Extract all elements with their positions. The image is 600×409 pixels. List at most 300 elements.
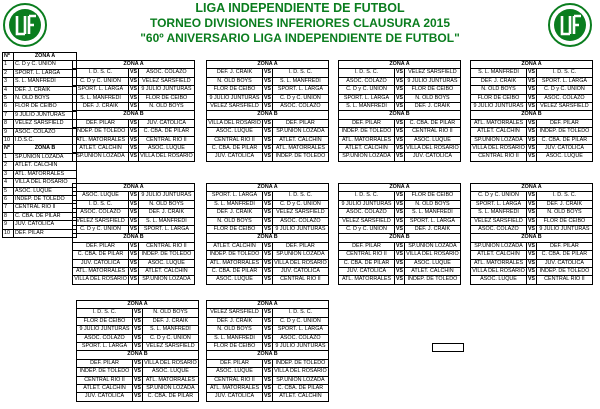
zone-header-row <box>73 61 195 69</box>
match-row <box>339 259 461 267</box>
home-team[interactable]: ATL. MATORRALES <box>471 119 527 127</box>
home-team[interactable]: ATL. MATORRALES <box>339 136 395 144</box>
zone-header: ZONA B <box>471 234 593 242</box>
away-team[interactable]: VELEZ SARSFIELD <box>142 343 198 351</box>
team-row <box>3 78 77 86</box>
home-team[interactable]: ATLET. CALCHIN <box>471 128 527 136</box>
home-team[interactable]: C. D y C. UNION <box>339 86 395 94</box>
away-team[interactable]: FLOR DE CEIBO <box>138 94 194 102</box>
team-number[interactable]: 1 <box>3 153 14 161</box>
team-name[interactable]: VELEZ SARSFIELD <box>14 120 77 128</box>
team-row <box>3 95 77 103</box>
home-team[interactable]: ATL. MATORRALES <box>471 259 527 267</box>
home-team[interactable]: CENTRAL RIO II <box>77 376 133 384</box>
away-team[interactable]: ATLET. CALCHIN <box>272 393 328 401</box>
away-team[interactable]: JUV. CATOLICA <box>404 153 460 161</box>
away-team[interactable]: 9 JULIO JUNTURAS <box>272 226 328 234</box>
home-team[interactable]: C. D y C. UNION <box>339 226 395 234</box>
away-team[interactable]: SPORT. L. LARGA <box>272 86 328 94</box>
away-team[interactable]: JUV. CATOLICA <box>536 145 592 153</box>
home-team[interactable]: VELEZ SARSFIELD <box>207 103 263 111</box>
match-row <box>207 77 329 85</box>
away-team[interactable]: SPORT. L. LARGA <box>138 226 194 234</box>
away-team[interactable]: S. L. MANFREDI <box>404 209 460 217</box>
away-team[interactable]: I. D. S. C. <box>272 192 328 200</box>
away-team[interactable]: VILLA DEL ROSARIO <box>274 368 327 375</box>
away-team[interactable]: VELEZ SARSFIELD <box>138 77 194 85</box>
home-team[interactable]: C. CBA. DE PILAR <box>207 145 263 153</box>
team-name[interactable]: N. OLD BOYS <box>14 95 77 103</box>
home-team[interactable]: VELEZ SARSFIELD <box>471 217 527 225</box>
home-team[interactable]: ASOC. LUQUE <box>471 276 527 284</box>
away-team[interactable]: VILLA DEL ROSARIO <box>406 251 459 258</box>
home-team[interactable]: CENTRAL RIO II <box>339 251 395 259</box>
team-number[interactable]: 4 <box>3 86 14 94</box>
away-team[interactable]: SP.UNION LOZADA <box>272 251 328 259</box>
zone-header: ZONA B <box>471 111 593 119</box>
team-name[interactable]: SPORT. L. LARGA <box>14 69 77 77</box>
home-team[interactable]: DEF. J. CRAIK <box>207 69 263 77</box>
home-team[interactable]: ASOC. COLAZO <box>73 209 129 217</box>
team-row <box>3 120 77 128</box>
vs-label: VS <box>528 94 535 101</box>
away-team[interactable]: ASOC. LUQUE <box>404 136 460 144</box>
team-name[interactable]: S. L. MANFREDI <box>14 78 77 86</box>
zone-header: ZONA B <box>77 351 199 359</box>
away-team[interactable]: C. CBA. DE PILAR <box>536 136 592 144</box>
home-team[interactable]: C. D y C. UNION <box>73 226 129 234</box>
away-team[interactable]: N. OLD BOYS <box>404 94 460 102</box>
vs-label: VS <box>528 276 535 283</box>
vs-label: VS <box>528 217 535 224</box>
team-name[interactable]: I.D.S.C. <box>14 137 77 145</box>
home-team[interactable]: ASOC. COLAZO <box>471 226 527 234</box>
home-team[interactable]: C. CBA. DE PILAR <box>339 259 395 267</box>
away-team[interactable]: ATL. MATORRALES <box>142 376 198 384</box>
away-team[interactable]: C. CBA. DE PILAR <box>138 128 194 136</box>
home-team[interactable]: I. D. S. C. <box>73 69 129 77</box>
match-row <box>73 119 195 127</box>
team-name[interactable]: INDEP. DE TOLEDO <box>14 195 77 203</box>
home-team[interactable]: 9 JULIO JUNTURAS <box>471 103 527 111</box>
home-team[interactable]: SP.UNION LOZADA <box>73 153 129 161</box>
away-team[interactable]: VILLA DEL ROSARIO <box>140 153 193 160</box>
team-number[interactable]: 2 <box>3 162 14 170</box>
away-team[interactable]: I. D. S. C. <box>536 69 592 77</box>
team-name[interactable]: SP.UNION LOZADA <box>14 153 77 161</box>
home-team[interactable]: N. OLD BOYS <box>207 326 263 334</box>
away-team[interactable]: ASOC. COLAZO <box>272 103 328 111</box>
match-row <box>339 153 461 161</box>
away-team[interactable]: DEF. J. CRAIK <box>138 209 194 217</box>
team-number[interactable]: 10 <box>3 137 14 145</box>
home-team[interactable]: DEF. PILAR <box>73 242 129 250</box>
team-number[interactable]: 8 <box>3 120 14 128</box>
away-team[interactable]: 9 JULIO JUNTURAS <box>272 343 328 351</box>
away-team[interactable]: JUV. CATOLICA <box>138 119 194 127</box>
vs-label: VS <box>528 145 535 152</box>
team-name[interactable]: CENTRAL RIO II <box>14 204 77 212</box>
away-team[interactable]: INDEP. DE TOLEDO <box>272 153 328 161</box>
match-row <box>471 136 593 144</box>
team-name[interactable]: C. D y C. UNION <box>14 61 77 69</box>
away-team[interactable]: ASOC. LUQUE <box>138 145 194 153</box>
team-name[interactable]: DEF. PILAR <box>14 229 77 237</box>
away-team[interactable]: VILLA DEL ROSARIO <box>144 359 197 366</box>
away-team[interactable]: ASOC. LUQUE <box>536 153 592 161</box>
home-team[interactable]: ATL. MATORRALES <box>73 268 129 276</box>
home-team[interactable]: ASOC. LUQUE <box>207 128 263 136</box>
away-team[interactable]: N. OLD BOYS <box>138 200 194 208</box>
away-team[interactable]: ASOC. COLAZO <box>138 69 194 77</box>
team-row <box>3 221 77 229</box>
home-team[interactable]: C. CBA. DE PILAR <box>73 251 129 259</box>
fixture-table <box>338 183 461 285</box>
home-team[interactable]: FLOR DE CEIBO <box>77 317 133 325</box>
away-team[interactable]: VILLA DEL ROSARIO <box>274 259 327 266</box>
home-team[interactable]: JUV. CATOLICA <box>207 393 263 401</box>
home-team[interactable]: ATL. MATORRALES <box>73 136 129 144</box>
away-team[interactable]: CENTRAL RIO II <box>536 276 592 284</box>
away-team[interactable]: DEF. PILAR <box>536 119 592 127</box>
home-team[interactable]: DEF. PILAR <box>339 119 395 127</box>
away-team[interactable]: CENTRAL RIO II <box>138 136 194 144</box>
away-team[interactable]: I. D. S. C. <box>272 69 328 77</box>
zone-header: ZONA A <box>73 184 195 192</box>
away-team[interactable]: S. L. MANFREDI <box>138 217 194 225</box>
match-row <box>207 200 329 208</box>
home-team[interactable]: DEF. J. CRAIK <box>207 317 263 325</box>
home-team[interactable]: ATLET. CALCHIN <box>339 145 395 153</box>
away-team[interactable]: INDEP. DE TOLEDO <box>272 359 328 367</box>
home-team[interactable]: SPORT. L. LARGA <box>471 200 527 208</box>
home-team[interactable]: S. L. MANFREDI <box>207 334 263 342</box>
vs-label: VS <box>134 376 141 383</box>
team-row <box>3 128 77 136</box>
match-row <box>471 77 593 85</box>
team-number[interactable]: 9 <box>3 221 14 229</box>
home-team[interactable]: DEF. PILAR <box>339 242 395 250</box>
home-team[interactable]: JUV. CATOLICA <box>73 259 129 267</box>
match-row <box>471 153 593 161</box>
home-team[interactable]: S. L. MANFREDI <box>339 103 395 111</box>
away-team[interactable]: S. L. MANFREDI <box>272 77 328 85</box>
home-team[interactable]: CENTRAL RIO II <box>207 136 263 144</box>
home-team[interactable]: CENTRAL RIO II <box>471 153 527 161</box>
vs-label: VS <box>130 259 137 266</box>
team-number[interactable]: 3 <box>3 170 14 178</box>
away-team[interactable]: C. D y C. UNION <box>536 86 592 94</box>
home-team[interactable]: JUV. CATOLICA <box>207 153 263 161</box>
match-row <box>207 376 329 384</box>
away-team[interactable]: INDEP. DE TOLEDO <box>138 251 194 259</box>
team-number[interactable]: 7 <box>3 111 14 119</box>
team-number[interactable]: 8 <box>3 212 14 220</box>
away-team[interactable]: C. CBA. DE PILAR <box>536 251 592 259</box>
home-team[interactable]: I. D. S. C. <box>339 192 395 200</box>
zone-header-row <box>471 111 593 119</box>
home-team[interactable]: SP.UNION LOZADA <box>471 242 527 250</box>
home-team[interactable]: INDEP. DE TOLEDO <box>73 128 129 136</box>
home-team[interactable]: 9 JULIO JUNTURAS <box>339 200 395 208</box>
match-row <box>73 268 195 276</box>
num-header[interactable]: Nº <box>3 53 14 61</box>
home-team[interactable]: SP.UNION LOZADA <box>471 136 527 144</box>
home-team[interactable]: ATL. MATORRALES <box>207 385 263 393</box>
away-team[interactable]: C. D y C. UNION <box>272 200 328 208</box>
away-team[interactable]: JUV. CATOLICA <box>272 268 328 276</box>
match-row <box>339 119 461 127</box>
away-team[interactable]: ASOC. LUQUE <box>138 259 194 267</box>
home-team[interactable]: ASOC. COLAZO <box>77 334 133 342</box>
away-team[interactable]: C. D y C. UNION <box>142 334 198 342</box>
home-team[interactable]: DEF. J. CRAIK <box>207 209 263 217</box>
home-team[interactable]: VILLA DEL ROSARIO <box>208 119 261 126</box>
home-team[interactable]: VELEZ SARSFIELD <box>207 309 263 317</box>
home-team[interactable]: VILLA DEL ROSARIO <box>74 276 127 283</box>
away-team[interactable]: ASOC. LUQUE <box>142 368 198 376</box>
away-team[interactable]: DEF. PILAR <box>272 242 328 250</box>
team-number[interactable]: 4 <box>3 179 14 187</box>
home-team[interactable]: C. D y C. UNION <box>471 192 527 200</box>
home-team[interactable]: ASOC. COLAZO <box>339 209 395 217</box>
away-team[interactable]: INDEP. DE TOLEDO <box>404 276 460 284</box>
team-number[interactable]: 10 <box>3 229 14 237</box>
home-team[interactable]: DEF. PILAR <box>207 359 263 367</box>
away-team[interactable]: FLOR DE CEIBO <box>536 217 592 225</box>
zona-b-header[interactable]: ZONA B <box>14 145 77 153</box>
zone-header: ZONA A <box>339 184 461 192</box>
match-row <box>77 393 199 401</box>
team-name[interactable]: 9 JULIO JUNTURAS <box>14 111 77 119</box>
away-team[interactable]: ATLET. CALCHIN <box>404 268 460 276</box>
vs-label: VS <box>396 119 403 126</box>
vs-label: VS <box>130 136 137 143</box>
away-team[interactable]: C. CBA. DE PILAR <box>404 119 460 127</box>
team-number[interactable]: 5 <box>3 187 14 195</box>
team-name[interactable]: DEF. J. CRAIK <box>14 86 77 94</box>
away-team[interactable]: INDEP. DE TOLEDO <box>536 268 592 276</box>
home-team[interactable]: SPORT. L. LARGA <box>77 343 133 351</box>
away-team[interactable]: C. CBA. DE PILAR <box>272 385 328 393</box>
home-team[interactable]: ATLET. CALCHIN <box>77 385 133 393</box>
away-team[interactable]: DEF. J. CRAIK <box>404 226 460 234</box>
team-row <box>3 195 77 203</box>
away-team[interactable]: 9 JULIO JUNTURAS <box>404 77 460 85</box>
team-number[interactable]: 5 <box>3 95 14 103</box>
away-team[interactable]: N. OLD BOYS <box>142 309 198 317</box>
vs-label: VS <box>528 77 535 84</box>
team-number[interactable]: 1 <box>3 61 14 69</box>
home-team[interactable]: FLOR DE CEIBO <box>471 94 527 102</box>
away-team[interactable]: CENTRAL RIO II <box>138 242 194 250</box>
home-team[interactable]: DEF. J. CRAIK <box>471 77 527 85</box>
home-team[interactable]: C. CBA. DE PILAR <box>207 268 263 276</box>
home-team[interactable]: ATL. MATORRALES <box>339 276 395 284</box>
home-team[interactable]: ATLET. CALCHIN <box>207 242 263 250</box>
away-team[interactable]: N. OLD BOYS <box>138 103 194 111</box>
selected-cell[interactable] <box>432 343 464 352</box>
team-row <box>3 170 77 178</box>
team-number[interactable]: 7 <box>3 204 14 212</box>
vs-label: VS <box>264 103 271 110</box>
away-team[interactable]: SP.UNION LOZADA <box>142 385 198 393</box>
num-header[interactable]: Nº <box>3 145 14 153</box>
home-team[interactable]: N. OLD BOYS <box>207 77 263 85</box>
away-team[interactable]: CENTRAL RIO II <box>272 276 328 284</box>
away-team[interactable]: ASOC. COLAZO <box>272 217 328 225</box>
away-team[interactable]: SP.UNION LOZADA <box>404 242 460 250</box>
match-row <box>471 69 593 77</box>
away-team[interactable]: SPORT. L. LARGA <box>272 326 328 334</box>
away-team[interactable]: S. L. MANFREDI <box>142 326 198 334</box>
home-team[interactable]: N. OLD BOYS <box>207 217 263 225</box>
away-team[interactable]: 9 JULIO JUNTURAS <box>536 226 592 234</box>
away-team[interactable]: I. D. S. C. <box>536 192 592 200</box>
home-team[interactable]: DEF. PILAR <box>73 119 129 127</box>
home-team[interactable]: SPORT. L. LARGA <box>73 86 129 94</box>
zone-header: ZONA A <box>339 61 461 69</box>
team-name[interactable]: VILLA DEL ROSARIO <box>14 179 77 187</box>
home-team[interactable]: ATL. MATORRALES <box>207 259 263 267</box>
match-row <box>207 251 329 259</box>
team-name[interactable]: JUV. CATOLICA <box>14 221 77 229</box>
home-team[interactable]: 9 JULIO JUNTURAS <box>77 326 133 334</box>
away-team[interactable]: DEF. PILAR <box>536 242 592 250</box>
away-team[interactable]: CENTRAL RIO II <box>404 128 460 136</box>
vs-label: VS <box>396 268 403 275</box>
match-row <box>73 103 195 111</box>
away-team[interactable]: ATLET. CALCHIN <box>138 268 194 276</box>
home-team[interactable]: VILLA DEL ROSARIO <box>472 145 525 152</box>
away-team[interactable]: FLOR DE CEIBO <box>404 192 460 200</box>
fixture-table <box>470 60 593 162</box>
zona-a-header[interactable]: ZONA A <box>14 53 77 61</box>
home-team[interactable]: I. D. S. C. <box>73 200 129 208</box>
zone-header-row <box>207 184 329 192</box>
away-team[interactable]: DEF. J. CRAIK <box>536 200 592 208</box>
away-team[interactable]: 9 JULIO JUNTURAS <box>138 86 194 94</box>
away-team[interactable]: ATL. MATORRALES <box>272 145 328 153</box>
home-team[interactable]: INDEP. DE TOLEDO <box>77 368 133 376</box>
home-team[interactable]: C. D y C. UNION <box>73 77 129 85</box>
match-row <box>73 94 195 102</box>
home-team[interactable]: FLOR DE CEIBO <box>207 343 263 351</box>
home-team[interactable]: SPORT. L. LARGA <box>207 192 263 200</box>
team-name[interactable]: C. CBA. DE PILAR <box>14 212 77 220</box>
home-team[interactable]: 9 JULIO JUNTURAS <box>207 94 263 102</box>
match-row <box>207 86 329 94</box>
away-team[interactable]: C. D y C. UNION <box>272 317 328 325</box>
match-row <box>207 385 329 393</box>
away-team[interactable]: SP.UNION LOZADA <box>272 128 328 136</box>
home-team[interactable]: JUV. CATOLICA <box>339 268 395 276</box>
zone-header-row <box>207 234 329 242</box>
match-row <box>207 69 329 77</box>
vs-label: VS <box>264 153 271 160</box>
team-number[interactable]: 6 <box>3 195 14 203</box>
away-team[interactable]: SPORT. L. LARGA <box>536 77 592 85</box>
team-name[interactable]: ASOC. LUQUE <box>14 187 77 195</box>
team-number[interactable]: 2 <box>3 69 14 77</box>
away-team[interactable]: DEF. J. CRAIK <box>404 103 460 111</box>
home-team[interactable]: INDEP. DE TOLEDO <box>207 251 263 259</box>
away-team[interactable]: VELEZ SARSFIELD <box>272 209 328 217</box>
home-team[interactable]: JUV. CATOLICA <box>77 393 133 401</box>
team-name[interactable]: ATLET. CALCHIN <box>14 162 77 170</box>
home-team[interactable]: DEF. PILAR <box>77 359 133 367</box>
away-team[interactable]: VILLA DEL ROSARIO <box>406 145 459 152</box>
home-team[interactable]: SP.UNION LOZADA <box>339 153 395 161</box>
away-team[interactable]: N. OLD BOYS <box>536 209 592 217</box>
away-team[interactable]: INDEP. DE TOLEDO <box>536 128 592 136</box>
away-team[interactable]: DEF. J. CRAIK <box>142 317 198 325</box>
away-team[interactable]: VELEZ SARSFIELD <box>404 69 460 77</box>
home-team[interactable]: S. L. MANFREDI <box>73 94 129 102</box>
home-team[interactable]: ASOC. LUQUE <box>207 276 263 284</box>
away-team[interactable]: C. CBA. DE PILAR <box>142 393 198 401</box>
away-team[interactable]: FLOR DE CEIBO <box>404 86 460 94</box>
home-team[interactable]: FLOR DE CEIBO <box>207 226 263 234</box>
team-name[interactable]: ATL. MATORRALES <box>14 170 77 178</box>
home-team[interactable]: DEF. J. CRAIK <box>73 103 129 111</box>
away-team[interactable]: ATLET. CALCHIN <box>272 136 328 144</box>
away-team[interactable]: SP.UNION LOZADA <box>272 376 328 384</box>
home-team[interactable]: ATLET. CALCHIN <box>471 251 527 259</box>
away-team[interactable]: ASOC. LUQUE <box>404 259 460 267</box>
home-team[interactable]: VILLA DEL ROSARIO <box>472 268 525 275</box>
away-team[interactable]: VELEZ SARSFIELD <box>536 103 592 111</box>
team-number[interactable]: 9 <box>3 128 14 136</box>
team-name[interactable]: ASOC. COLAZO <box>14 128 77 136</box>
home-team[interactable]: S. L. MANFREDI <box>207 200 263 208</box>
away-team[interactable]: I. D. S. C. <box>272 309 328 317</box>
home-team[interactable]: VELEZ SARSFIELD <box>73 217 129 225</box>
away-team[interactable]: ASOC. COLAZO <box>536 94 592 102</box>
match-row <box>73 209 195 217</box>
home-team[interactable]: ASOC. COLAZO <box>339 77 395 85</box>
home-team[interactable]: I. D. S. C. <box>339 69 395 77</box>
home-team[interactable]: ASOC. LUQUE <box>207 368 263 376</box>
home-team[interactable]: FLOR DE CEIBO <box>207 86 263 94</box>
team-number[interactable]: 6 <box>3 103 14 111</box>
away-team[interactable]: ASOC. COLAZO <box>272 334 328 342</box>
home-team[interactable]: INDEP. DE TOLEDO <box>339 128 395 136</box>
home-team[interactable]: I. D. S. C. <box>77 309 133 317</box>
home-team[interactable]: S. L. MANFREDI <box>471 69 527 77</box>
home-team[interactable]: SPORT. L. LARGA <box>339 94 395 102</box>
away-team[interactable]: C. D y C. UNION <box>272 94 328 102</box>
home-team[interactable]: S. L. MANFREDI <box>471 209 527 217</box>
home-team[interactable]: VELEZ SARSFIELD <box>339 217 395 225</box>
vs-label: VS <box>264 200 271 207</box>
match-row <box>471 103 593 111</box>
team-number[interactable]: 3 <box>3 78 14 86</box>
match-row <box>207 334 329 342</box>
home-team[interactable]: CENTRAL RIO II <box>207 376 263 384</box>
team-name[interactable]: FLOR DE CEIBO <box>14 103 77 111</box>
away-team[interactable]: SP.UNION LOZADA <box>138 276 194 284</box>
home-team[interactable]: N. OLD BOYS <box>471 86 527 94</box>
away-team[interactable]: N. OLD BOYS <box>404 200 460 208</box>
away-team[interactable]: 9 JULIO JUNTURAS <box>138 192 194 200</box>
away-team[interactable]: DEF. PILAR <box>272 119 328 127</box>
away-team[interactable]: SPORT. L. LARGA <box>404 217 460 225</box>
home-team[interactable]: ATLET. CALCHIN <box>73 145 129 153</box>
away-team[interactable]: JUV. CATOLICA <box>536 259 592 267</box>
match-row <box>207 326 329 334</box>
home-team[interactable]: ASOC. LUQUE <box>73 192 129 200</box>
